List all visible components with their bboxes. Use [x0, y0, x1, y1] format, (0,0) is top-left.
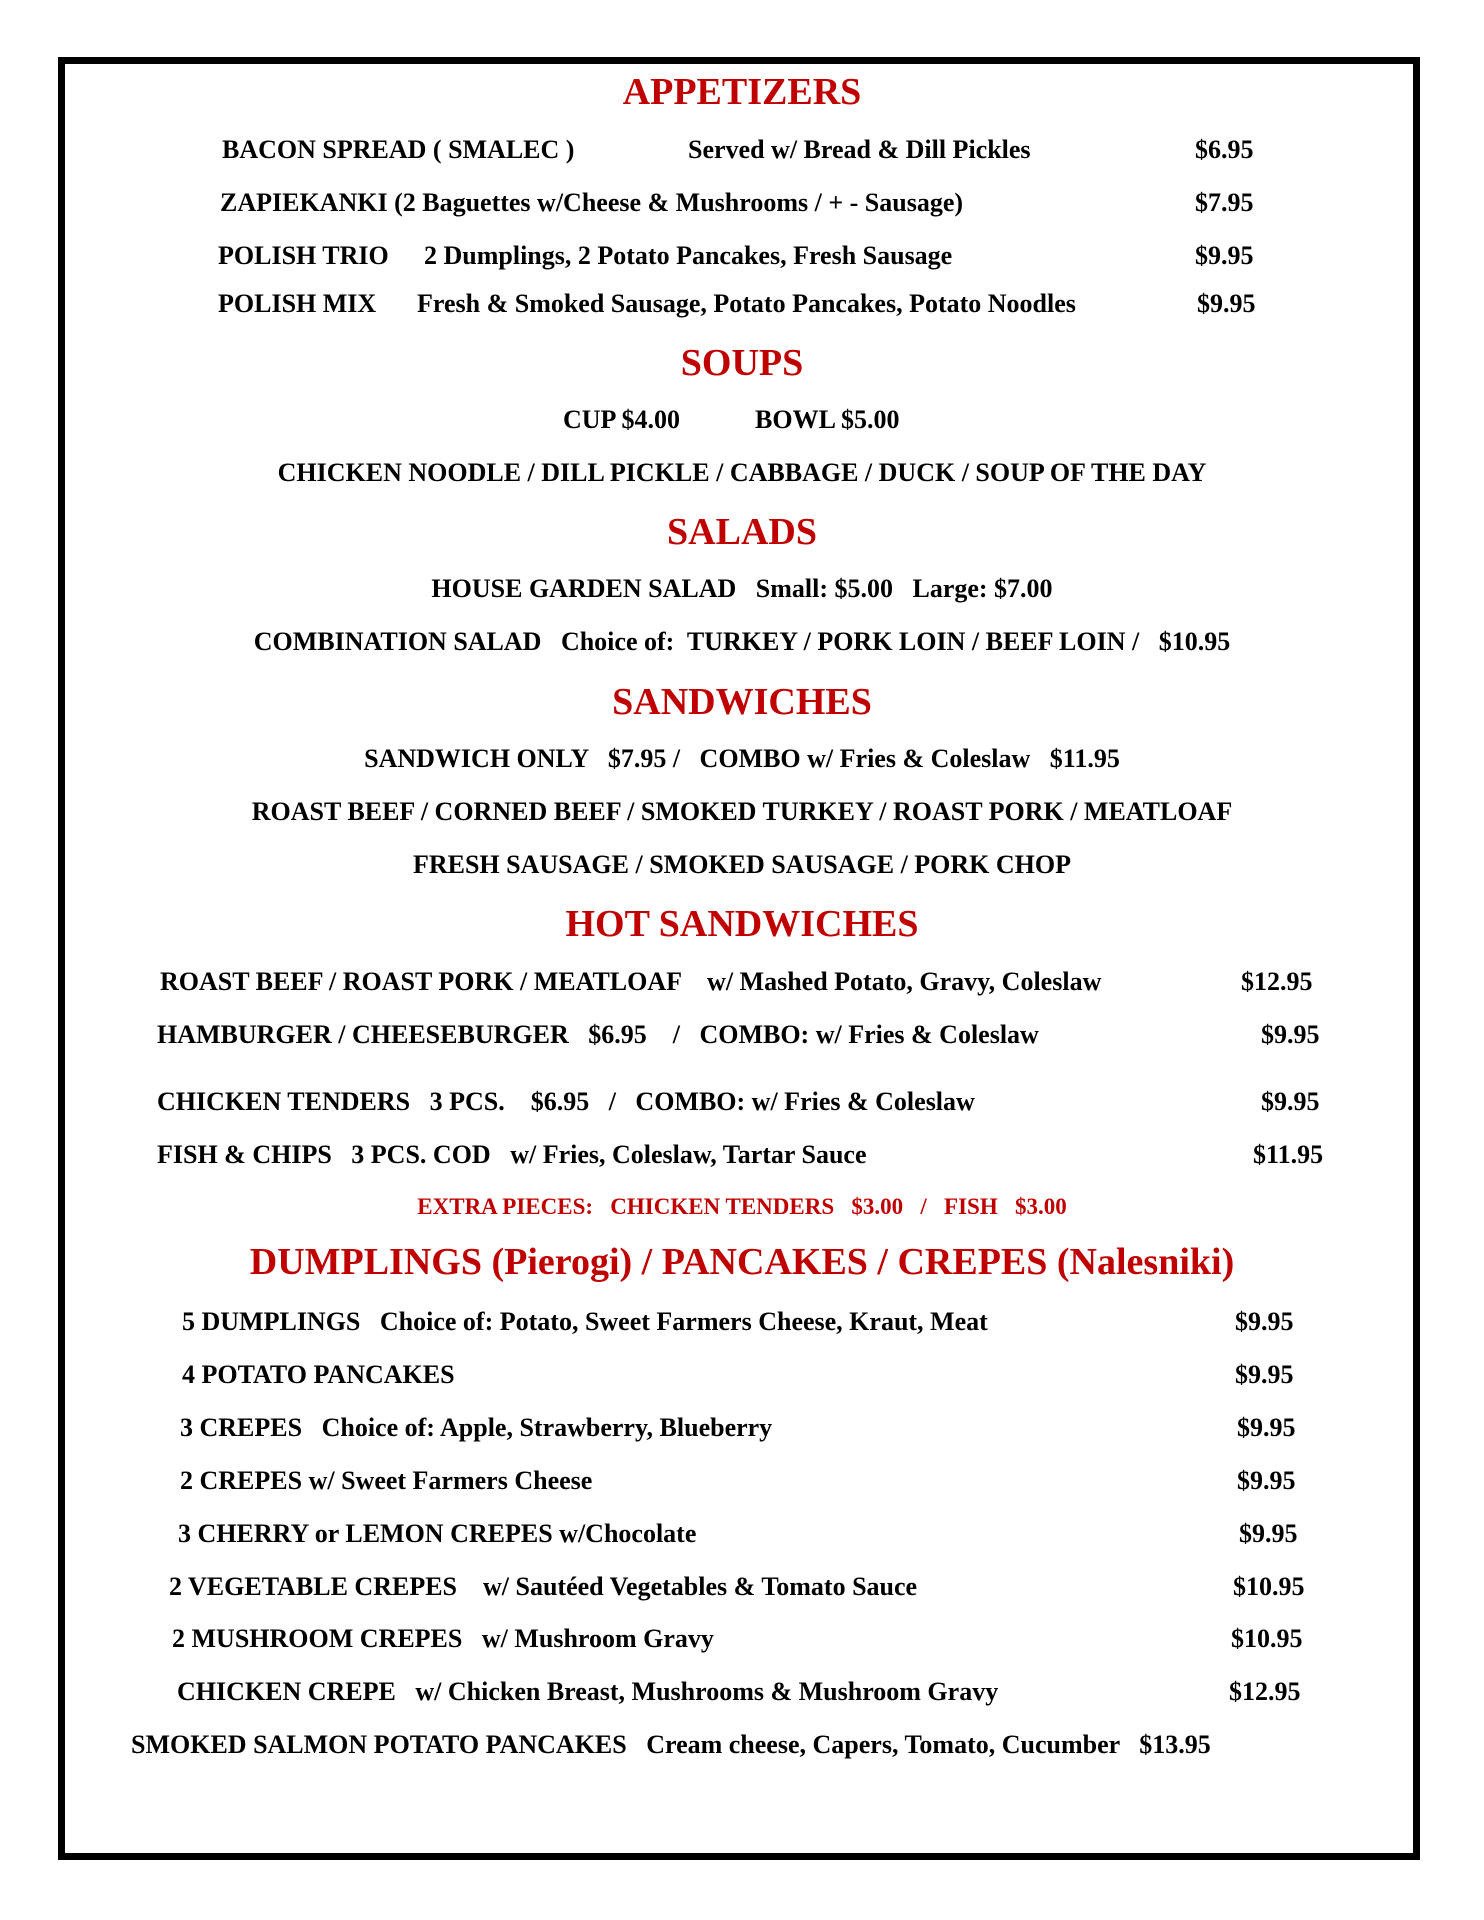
- hot-sandwich-item: CHICKEN TENDERS 3 PCS. $6.95 / COMBO: w/ Fries & Coleslaw: [157, 1087, 975, 1116]
- soup-cup-price: CUP $4.00: [563, 405, 680, 434]
- dumpling-item: CHICKEN CREPE w/ Chicken Breast, Mushrooms & Mushroom Gravy: [177, 1677, 999, 1706]
- dumpling-item: 2 CREPES w/ Sweet Farmers Cheese: [180, 1466, 593, 1495]
- dumpling-item: 5 DUMPLINGS Choice of: Potato, Sweet Farmers Cheese, Kraut, Meat: [182, 1307, 988, 1336]
- section-heading-salads: SALADS: [667, 511, 817, 553]
- dumpling-price: $9.95: [1237, 1413, 1296, 1442]
- appetizer-name: BACON SPREAD ( SMALEC ): [222, 135, 575, 164]
- hot-sandwich-price: $9.95: [1261, 1087, 1320, 1116]
- section-heading-sandwiches: SANDWICHES: [612, 681, 872, 723]
- hot-sandwich-price: $9.95: [1261, 1020, 1320, 1049]
- appetizer-price: $7.95: [1195, 188, 1254, 217]
- appetizer-name: POLISH MIX: [218, 289, 377, 318]
- dumpling-price: $12.95: [1229, 1677, 1301, 1706]
- hot-sandwich-price: $12.95: [1241, 967, 1313, 996]
- combination-salad: COMBINATION SALAD Choice of: TURKEY / PORK LOIN / BEEF LOIN / $10.95: [253, 627, 1231, 656]
- dumpling-price: $9.95: [1235, 1360, 1294, 1389]
- dumpling-price: $9.95: [1237, 1466, 1296, 1495]
- dumpling-item: 2 MUSHROOM CREPES w/ Mushroom Gravy: [172, 1624, 714, 1653]
- appetizer-price: $9.95: [1197, 289, 1256, 318]
- soup-varieties: CHICKEN NOODLE / DILL PICKLE / CABBAGE / DUCK / SOUP OF THE DAY: [277, 458, 1207, 487]
- section-heading-dumplings: DUMPLINGS (Pierogi) / PANCAKES / CREPES (Nalesniki): [249, 1241, 1235, 1283]
- dumpling-item: 2 VEGETABLE CREPES w/ Sautéed Vegetables & Tomato Sauce: [169, 1572, 918, 1601]
- section-heading-appetizers: APPETIZERS: [622, 71, 862, 113]
- dumpling-price: $9.95: [1235, 1307, 1294, 1336]
- appetizer-price: $9.95: [1195, 241, 1254, 270]
- dumpling-price: $10.95: [1231, 1624, 1303, 1653]
- appetizer-desc: Served w/ Bread & Dill Pickles: [688, 135, 1031, 164]
- hot-sandwich-item: HAMBURGER / CHEESEBURGER $6.95 / COMBO: w/ Fries & Coleslaw: [157, 1020, 1039, 1049]
- dumpling-item: 3 CHERRY or LEMON CREPES w/Chocolate: [178, 1519, 697, 1548]
- section-heading-hot-sandwiches: HOT SANDWICHES: [565, 903, 919, 945]
- dumpling-price: $10.95: [1233, 1572, 1305, 1601]
- dumpling-item: SMOKED SALMON POTATO PANCAKES Cream cheese, Capers, Tomato, Cucumber $13.95: [131, 1730, 1211, 1759]
- extra-pieces-note: EXTRA PIECES: CHICKEN TENDERS $3.00 / FISH $3.00: [417, 1194, 1067, 1219]
- hot-sandwich-item: ROAST BEEF / ROAST PORK / MEATLOAF w/ Mashed Potato, Gravy, Coleslaw: [160, 967, 1102, 996]
- appetizer-name: POLISH TRIO: [218, 241, 389, 270]
- dumpling-item: 4 POTATO PANCAKES: [182, 1360, 455, 1389]
- sandwich-pricing: SANDWICH ONLY $7.95 / COMBO w/ Fries & Coleslaw $11.95: [364, 744, 1120, 773]
- hot-sandwich-item: FISH & CHIPS 3 PCS. COD w/ Fries, Coleslaw, Tartar Sauce: [157, 1140, 867, 1169]
- hot-sandwich-price: $11.95: [1253, 1140, 1324, 1169]
- appetizer-price: $6.95: [1195, 135, 1254, 164]
- sandwich-options: FRESH SAUSAGE / SMOKED SAUSAGE / PORK CHOP: [412, 850, 1072, 879]
- dumpling-item: 3 CREPES Choice of: Apple, Strawberry, Blueberry: [180, 1413, 773, 1442]
- appetizer-desc: 2 Dumplings, 2 Potato Pancakes, Fresh Sausage: [424, 241, 953, 270]
- appetizer-name: ZAPIEKANKI (2 Baguettes w/Cheese & Mushrooms / + - Sausage): [220, 188, 964, 217]
- section-heading-soups: SOUPS: [680, 342, 804, 384]
- dumpling-price: $9.95: [1239, 1519, 1298, 1548]
- appetizer-desc: Fresh & Smoked Sausage, Potato Pancakes, Potato Noodles: [417, 289, 1076, 318]
- soup-bowl-price: BOWL $5.00: [755, 405, 900, 434]
- house-garden-salad: HOUSE GARDEN SALAD Small: $5.00 Large: $7.00: [431, 574, 1053, 603]
- sandwich-options: ROAST BEEF / CORNED BEEF / SMOKED TURKEY / ROAST PORK / MEATLOAF: [251, 797, 1233, 826]
